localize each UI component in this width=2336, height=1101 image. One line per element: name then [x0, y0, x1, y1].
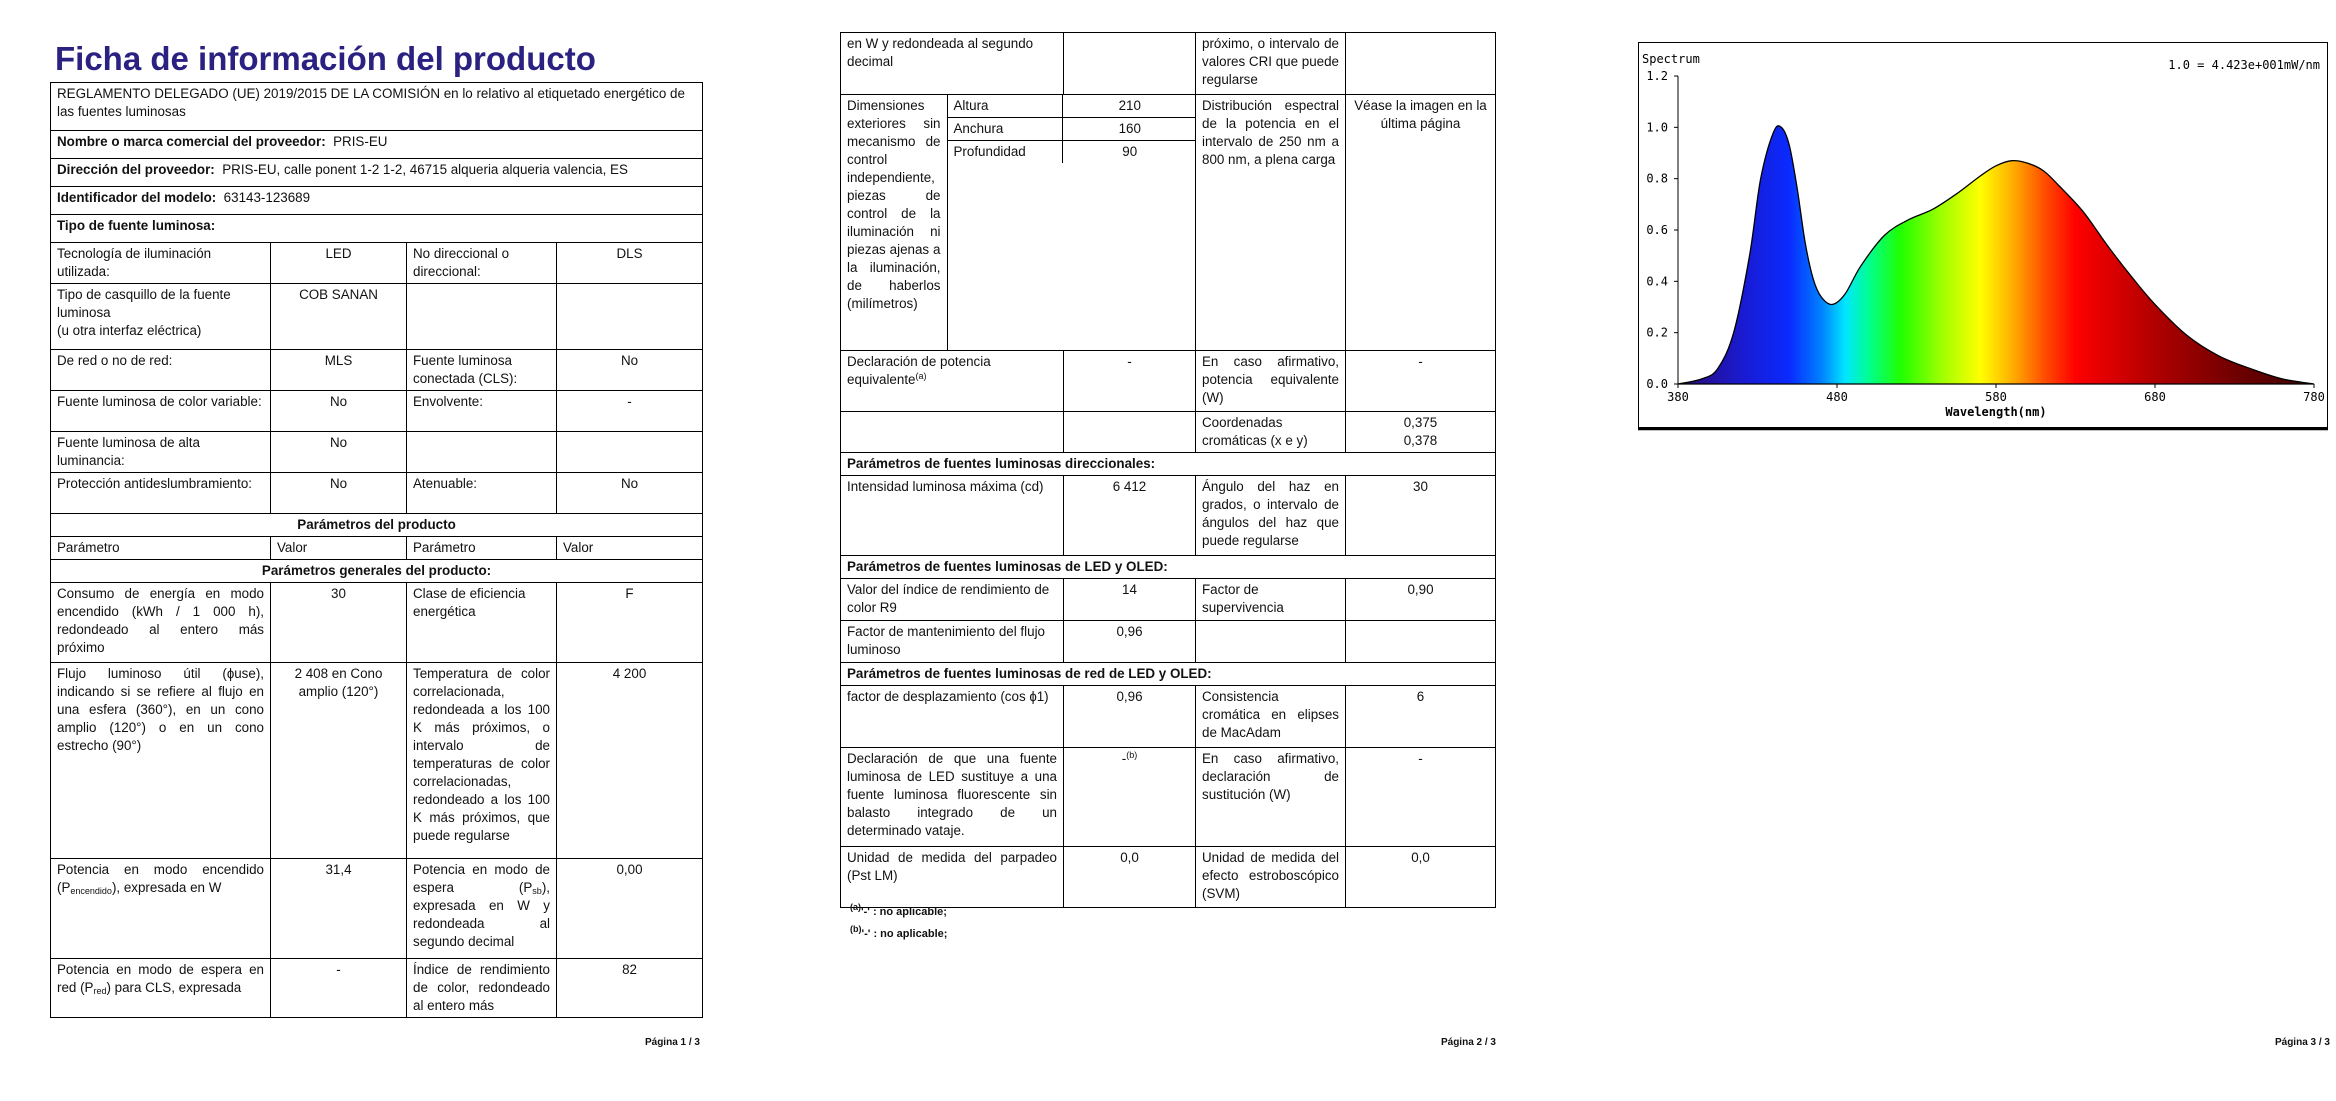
- label-part: ), expresada en W y redondeada al segundo decimal: [413, 880, 550, 949]
- dimensions-cell: [841, 95, 1196, 351]
- footnote-b: [850, 924, 948, 940]
- page-number: Página 2 / 3: [1440, 1037, 1496, 1048]
- param-label: Factor de supervivencia: [1196, 579, 1346, 621]
- param-value: -: [1064, 351, 1196, 412]
- param-value: F: [557, 583, 703, 663]
- param-label: Fuente luminosa de alta luminancia:: [51, 432, 271, 473]
- param-label: Factor de mantenimiento del flujo luminoso: [841, 621, 1064, 663]
- model-row: [51, 187, 703, 215]
- supplier-address-label: Dirección del proveedor:: [57, 162, 215, 177]
- param-value: No: [557, 350, 703, 391]
- y-tick-label: 1.0: [1646, 120, 1668, 135]
- param-value: 6 412: [1064, 476, 1196, 556]
- param-label: en W y redondeada al segundo decimal: [841, 33, 1064, 95]
- param-value: COB SANAN: [271, 284, 407, 350]
- param-value: 14: [1064, 579, 1196, 621]
- param-value: No: [271, 432, 407, 473]
- footnote-text: '-' : no aplicable;: [861, 928, 948, 940]
- param-value: LED: [271, 243, 407, 284]
- param-value: 4 200: [557, 663, 703, 859]
- param-label: Temperatura de color correlacionada, redondeada a los 100 K más próximos, o intervalo de temperaturas de color correlacionadas, redondeado a los 100 K más próximos, que puede regularse: [407, 663, 557, 859]
- supplier-name-value: PRIS-EU: [333, 134, 388, 149]
- page-number: Página 1 / 3: [644, 1037, 700, 1048]
- param-value: 30: [1346, 476, 1496, 556]
- empty-cell: [557, 432, 703, 473]
- param-value: 30: [271, 583, 407, 663]
- params-heading: Parámetros del producto: [51, 514, 703, 537]
- label-subscript: red: [93, 986, 107, 996]
- source-type-heading: Tipo de fuente luminosa:: [51, 215, 703, 243]
- label-part: ), expresada en W: [111, 880, 222, 895]
- param-label: Atenuable:: [407, 473, 557, 514]
- footnote-mark: (a): [850, 902, 861, 912]
- cap-type-sublabel: (u otra interfaz eléctrica): [57, 323, 202, 338]
- param-label: próximo, o intervalo de valores CRI que puede regularse: [1196, 33, 1346, 95]
- cap-type-label: Tipo de casquillo de la fuente luminosa: [57, 287, 231, 320]
- label-part: Potencia en modo encendido (P: [57, 862, 264, 895]
- supplier-address-row: [51, 159, 703, 187]
- empty-cell: [1064, 33, 1196, 95]
- dim-label: Profundidad: [948, 141, 1063, 164]
- x-tick-label: 780: [2303, 390, 2325, 404]
- param-label: factor de desplazamiento (cos ɸ1): [841, 686, 1064, 748]
- spectrum-area: [1678, 126, 2314, 384]
- param-label: No direccional o direccional:: [407, 243, 557, 284]
- param-label: [51, 959, 271, 1018]
- param-value: 0,96: [1064, 621, 1196, 663]
- param-value: 0,96: [1064, 686, 1196, 748]
- empty-cell: [841, 412, 1064, 453]
- footnote-mark: (b): [850, 924, 862, 934]
- mains-led-heading: Parámetros de fuentes luminosas de red de LED y OLED:: [841, 663, 1496, 686]
- param-value: No: [271, 391, 407, 432]
- column-header: Parámetro: [51, 537, 271, 560]
- param-label: [51, 859, 271, 959]
- param-label: Envolvente:: [407, 391, 557, 432]
- param-label: En caso afirmativo, declaración de sustitución (W): [1196, 748, 1346, 847]
- param-value: 6: [1346, 686, 1496, 748]
- dimensions-layout: [841, 95, 1196, 350]
- product-info-table: [50, 82, 703, 1018]
- empty-cell: [1196, 621, 1346, 663]
- param-label: Distribución espectral de la potencia en el intervalo de 250 nm a 800 nm, a plena carga: [1196, 95, 1346, 351]
- y-tick-label: 0.4: [1646, 274, 1668, 289]
- model-label: Identificador del modelo:: [57, 190, 217, 205]
- param-label: Ángulo del haz en grados, o intervalo de ángulos del haz que puede regularse: [1196, 476, 1346, 556]
- param-label: Valor del índice de rendimiento de color R9: [841, 579, 1064, 621]
- empty-cell: [407, 284, 557, 350]
- param-value: -: [271, 959, 407, 1018]
- param-value: No: [557, 473, 703, 514]
- param-label: Protección antideslumbramiento:: [51, 473, 271, 514]
- page-3: [1600, 0, 2336, 1101]
- label-part: Potencia en modo de espera (P: [413, 862, 550, 895]
- param-label: Consistencia cromática en elipses de MacAdam: [1196, 686, 1346, 748]
- product-info-table-cont: [840, 32, 1496, 908]
- page-2: [800, 0, 1520, 1101]
- param-label: Coordenadas cromáticas (x e y): [1196, 412, 1346, 453]
- param-label: Clase de eficiencia energética: [407, 583, 557, 663]
- supplier-name-row: [51, 131, 703, 159]
- param-label: Intensidad luminosa máxima (cd): [841, 476, 1064, 556]
- param-label: Consumo de energía en modo encendido (kWh / 1 000 h), redondeado al entero más próximo: [51, 583, 271, 663]
- param-value: 0,0: [1346, 847, 1496, 908]
- column-header: Valor: [557, 537, 703, 560]
- param-label: Flujo luminoso útil (ɸuse), indicando si se refiere al flujo en una esfera (360°), en un cono amplio (120°) o en un cono estrecho (90°): [51, 663, 271, 859]
- led-heading: Parámetros de fuentes luminosas de LED y OLED:: [841, 556, 1496, 579]
- dim-label: Anchura: [948, 118, 1063, 141]
- column-header: Parámetro: [407, 537, 557, 560]
- param-value: -: [1346, 351, 1496, 412]
- y-tick-label: 0.6: [1646, 223, 1668, 237]
- label-part: Declaración de potencia equivalente: [847, 354, 991, 387]
- param-value: -: [557, 391, 703, 432]
- param-label: De red o no de red:: [51, 350, 271, 391]
- column-header: Valor: [271, 537, 407, 560]
- param-label: Tecnología de iluminación utilizada:: [51, 243, 271, 284]
- chroma-x: 0,375: [1403, 415, 1438, 430]
- param-value: [1064, 748, 1196, 847]
- x-tick-label: 480: [1826, 390, 1848, 404]
- param-value: 2 408 en Cono amplio (120°): [271, 663, 407, 859]
- dim-label: Altura: [948, 95, 1063, 118]
- general-params-heading: Parámetros generales del producto:: [51, 560, 703, 583]
- y-tick-label: 1.2: [1646, 69, 1668, 83]
- chroma-y: 0,378: [1403, 433, 1438, 448]
- x-tick-label: 680: [2144, 390, 2166, 404]
- document-title: Ficha de información del producto: [55, 40, 596, 77]
- chart-title: Spectrum: [1642, 52, 1700, 66]
- dimensions-label: Dimensiones exteriores sin mecanismo de control independiente, piezas de control de la iluminación ni piezas ajenas a la iluminación, de haberlos (milímetros): [841, 95, 947, 350]
- empty-cell: [407, 432, 557, 473]
- model-value: 63143-123689: [223, 190, 311, 205]
- param-value: DLS: [557, 243, 703, 284]
- supplier-address-value: PRIS-EU, calle ponent 1-2 1-2, 46715 alqueria alqueria valencia, ES: [222, 162, 628, 177]
- param-label: [51, 284, 271, 350]
- empty-cell: [1346, 621, 1496, 663]
- param-value: 0,0: [1064, 847, 1196, 908]
- param-label: Unidad de medida del parpadeo (Pst LM): [841, 847, 1064, 908]
- chart-annotation: 1.0 = 4.423e+001mW/nm: [2168, 58, 2320, 72]
- param-label: Índice de rendimiento de color, redondeado al entero más: [407, 959, 557, 1018]
- empty-cell: [1346, 33, 1496, 95]
- x-tick-label: 380: [1667, 390, 1689, 404]
- param-label: Unidad de medida del efecto estroboscópico (SVM): [1196, 847, 1346, 908]
- footnote-ref: (a): [915, 371, 927, 381]
- param-value: No: [271, 473, 407, 514]
- label-subscript: sb: [532, 886, 542, 896]
- param-label: Declaración de que una fuente luminosa de LED sustituye a una fuente luminosa fluorescente sin balasto integrado de un determinado vataje.: [841, 748, 1064, 847]
- x-tick-label: 580: [1985, 390, 2007, 404]
- y-tick-label: 0.8: [1646, 171, 1668, 186]
- param-value: 82: [557, 959, 703, 1018]
- footnote-a: [850, 902, 947, 918]
- page-number: Página 3 / 3: [2274, 1037, 2330, 1048]
- regulation-text: REGLAMENTO DELEGADO (UE) 2019/2015 DE LA COMISIÓN en lo relativo al etiquetado energético de las fuentes luminosas: [51, 83, 703, 131]
- label-subscript: encendido: [70, 886, 112, 896]
- param-value: MLS: [271, 350, 407, 391]
- empty-cell: [1064, 412, 1196, 453]
- param-label: En caso afirmativo, potencia equivalente (W): [1196, 351, 1346, 412]
- spectrum-chart: [1638, 42, 2328, 432]
- dim-value: 160: [1063, 118, 1196, 141]
- footnote-ref: (b): [1126, 750, 1138, 760]
- param-label: Fuente luminosa de color variable:: [51, 391, 271, 432]
- param-value: 0,00: [557, 859, 703, 959]
- page-1: [0, 0, 720, 1101]
- label-part: Potencia en modo de espera en red (P: [57, 962, 264, 995]
- y-tick-label: 0.0: [1646, 377, 1668, 391]
- chart-plot: [1642, 52, 2325, 419]
- param-label: Fuente luminosa conectada (CLS):: [407, 350, 557, 391]
- param-value: 31,4: [271, 859, 407, 959]
- supplier-name-label: Nombre o marca comercial del proveedor:: [57, 134, 326, 149]
- param-value: Véase la imagen en la última página: [1346, 95, 1496, 351]
- param-value: 0,90: [1346, 579, 1496, 621]
- footnote-text: '-' : no aplicable;: [861, 906, 947, 918]
- dimensions-table: [948, 95, 1196, 163]
- value-dash: -: [1121, 751, 1127, 766]
- label-part: ) para CLS, expresada: [106, 980, 242, 995]
- x-axis-label: Wavelength(nm): [1945, 405, 2047, 419]
- y-tick-label: 0.2: [1646, 325, 1668, 340]
- dimensions-values: [947, 95, 1196, 350]
- param-value: -: [1346, 748, 1496, 847]
- param-label: [841, 351, 1064, 412]
- param-label: [407, 859, 557, 959]
- dim-value: 210: [1063, 95, 1196, 118]
- empty-cell: [557, 284, 703, 350]
- directional-heading: Parámetros de fuentes luminosas direccionales:: [841, 453, 1496, 476]
- dim-value: 90: [1063, 141, 1196, 164]
- param-value: [1346, 412, 1496, 453]
